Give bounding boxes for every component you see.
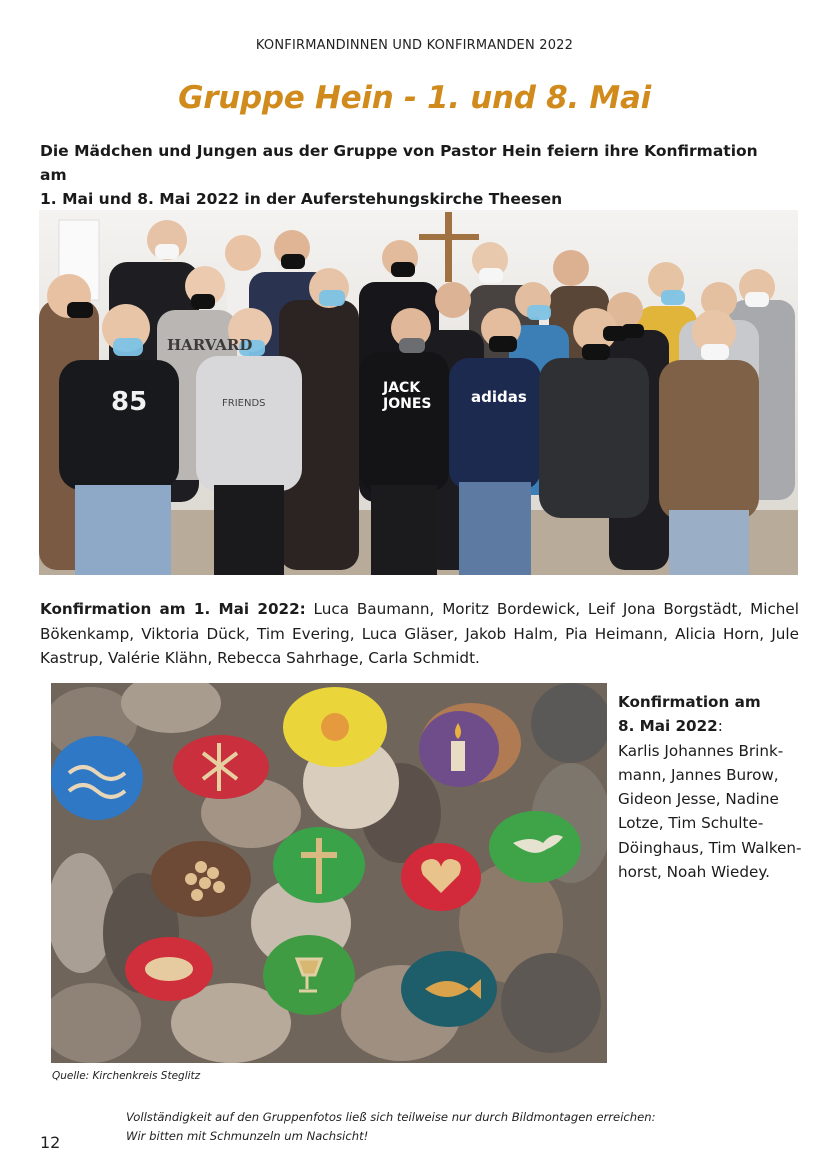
may-8-label-line-1: Konfirmation am <box>618 693 761 711</box>
shirt-print-jones: JONES <box>383 396 432 412</box>
shirt-print-85: 85 <box>111 387 148 417</box>
stones-illustration <box>51 683 607 1063</box>
confirmation-may-1 <box>40 597 799 671</box>
may-8-label-line-2-row <box>618 714 808 738</box>
may-8-colon: : <box>717 717 723 736</box>
may-1-names: Luca Baumann, Moritz Bordewick, Leif Jona Borgstädt, Michel Bökenkamp, Viktoria Dück, Tim Evering, Luca Gläser, Jakob Halm, Pia Heimann, Alicia Horn, Jule Kastrup, Valérie Klähn, Rebecca Sahrhage, Carla Schmidt. <box>40 600 799 667</box>
shirt-print-friends: FRIENDS <box>222 398 266 409</box>
may-1-label: Konfirmation am 1. Mai 2022: <box>40 600 306 618</box>
intro-text <box>40 139 780 211</box>
intro-line-2: 1. Mai und 8. Mai 2022 in der Auferstehungskirche Theesen <box>40 190 563 208</box>
may-8-name-line: Karlis Johannes Brink- <box>618 741 784 760</box>
page-title: Gruppe Hein - 1. und 8. Mai <box>178 80 651 116</box>
running-head: KONFIRMANDINNEN UND KONFIRMANDEN 2022 <box>255 38 574 53</box>
shirt-print-jack: JACK <box>383 380 421 396</box>
stones-photo <box>51 683 607 1063</box>
may-8-name-line: mann, Jannes Burow, <box>618 765 779 784</box>
footer-note <box>126 1108 656 1145</box>
may-8-name-line: Lotze, Tim Schulte- <box>618 814 764 833</box>
may-8-name-line: Döinghaus, Tim Walken- <box>618 838 802 857</box>
footer-note-line-2: Wir bitten mit Schmunzeln um Nachsicht! <box>126 1128 369 1143</box>
group-photo <box>39 210 798 575</box>
may-8-name-line: Gideon Jesse, Nadine <box>618 790 779 809</box>
photo-source: Quelle: Kirchenkreis Steglitz <box>52 1070 201 1082</box>
shirt-print-harvard: HARVARD <box>167 336 253 354</box>
intro-line-1: Die Mädchen und Jungen aus der Gruppe von Pastor Hein feiern ihre Konfirmation am <box>40 142 758 184</box>
page-number: 12 <box>40 1133 61 1152</box>
shirt-print-adidas: adidas <box>471 388 527 406</box>
may-8-label-line-2: 8. Mai 2022 <box>618 717 718 736</box>
group-photo-illustration <box>39 210 798 575</box>
may-8-name-line: horst, Noah Wiedey. <box>618 863 770 882</box>
stone-waves <box>51 736 143 820</box>
footer-note-line-1: Vollständigkeit auf den Gruppenfotos ließ sich teilweise nur durch Bildmontagen erreichen: <box>126 1110 656 1124</box>
confirmation-may-8 <box>618 690 808 884</box>
